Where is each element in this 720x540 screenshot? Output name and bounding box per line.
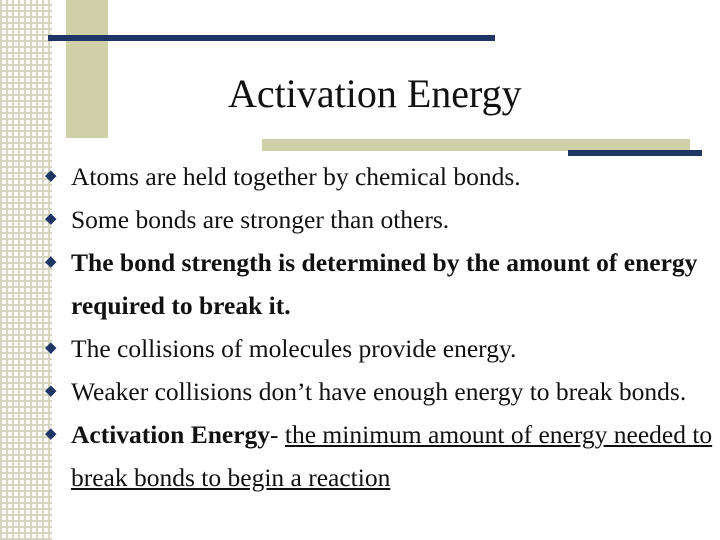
bullet-text: The collisions of molecules provide energy. xyxy=(71,334,517,363)
bullet-item-definition xyxy=(45,413,713,499)
diamond-bullet-icon: ◆ xyxy=(45,211,57,227)
definition-text: the minimum amount of energy needed to break bonds to begin a reaction xyxy=(71,420,713,492)
diamond-bullet-icon: ◆ xyxy=(45,340,57,356)
diamond-bullet-icon: ◆ xyxy=(45,426,57,442)
slide-title: Activation Energy xyxy=(228,71,522,116)
bullet-item xyxy=(45,370,713,413)
diamond-bullet-icon: ◆ xyxy=(45,168,57,184)
decorative-navy-line-top xyxy=(48,35,495,41)
bullet-item xyxy=(45,327,713,370)
bullet-text: The bond strength is determined by the amount of energy required to break it. xyxy=(71,248,698,320)
diamond-bullet-icon: ◆ xyxy=(45,383,57,399)
bullet-item xyxy=(45,198,713,241)
decorative-khaki-band-left xyxy=(66,0,108,138)
bullet-item xyxy=(45,155,713,198)
bullet-list xyxy=(45,155,713,499)
diamond-bullet-icon: ◆ xyxy=(45,254,57,270)
bullet-text: Atoms are held together by chemical bonds. xyxy=(71,162,521,191)
bullet-item-bold xyxy=(45,241,713,327)
bullet-text: Some bonds are stronger than others. xyxy=(71,205,450,234)
definition-term: Activation Energy xyxy=(71,420,271,449)
definition-separator: - xyxy=(270,420,285,449)
bullet-text: Weaker collisions don’t have enough energy to break bonds. xyxy=(71,377,687,406)
